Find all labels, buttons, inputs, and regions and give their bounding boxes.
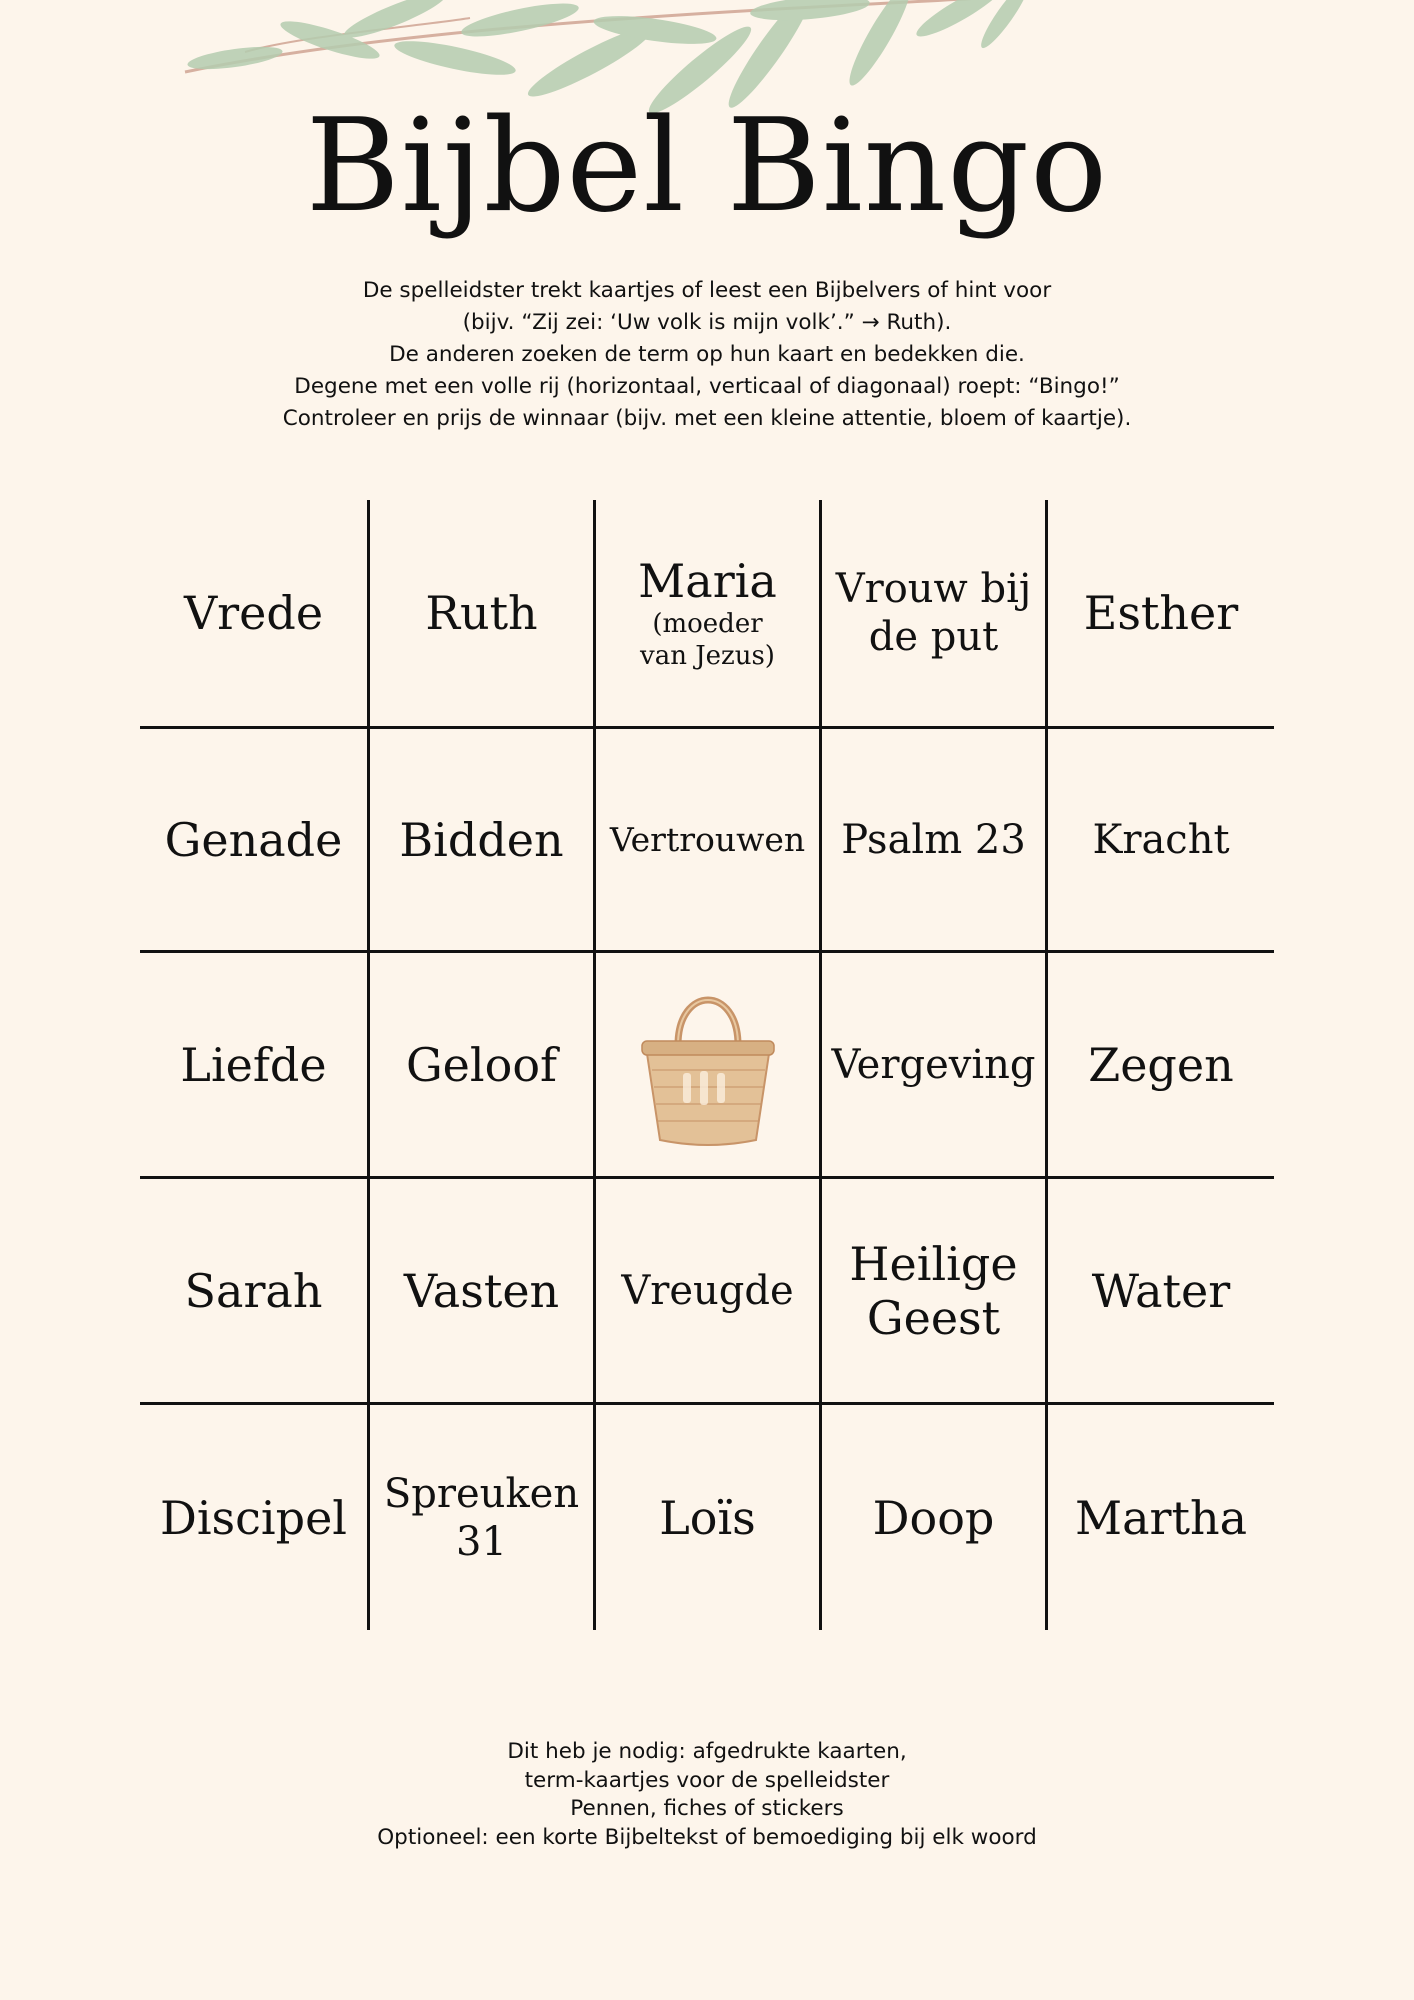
instruction-line: De anderen zoeken de term op hun kaart en bedekken die. (389, 342, 1025, 367)
cell-label: 31 (456, 1518, 507, 1565)
basket-icon (628, 975, 788, 1155)
bingo-grid (140, 500, 1274, 1630)
cell-label: Vertrouwen (609, 819, 806, 859)
bingo-cell (1048, 1179, 1274, 1402)
bingo-cell (596, 1179, 819, 1402)
cell-label: Vasten (403, 1263, 560, 1318)
footer-line: term-kaartjes voor de spelleidster (524, 1767, 890, 1793)
bingo-cell (370, 1179, 593, 1402)
cell-sublabel: van Jezus) (640, 641, 775, 671)
cell-label: Zegen (1088, 1037, 1234, 1092)
cell-label: Psalm 23 (841, 816, 1026, 863)
bingo-cell (370, 729, 593, 950)
cell-label: Doop (872, 1490, 995, 1545)
bingo-cell (596, 729, 819, 950)
bingo-cell (1048, 1405, 1274, 1630)
bingo-cell (822, 500, 1045, 726)
cell-label: Vrouw bij (835, 566, 1032, 612)
cell-label: Sarah (184, 1263, 323, 1318)
bingo-cell (822, 1179, 1045, 1402)
instruction-line: Degene met een volle rij (horizontaal, verticaal of diagonaal) roept: “Bingo!” (294, 374, 1120, 399)
supplies-note (207, 1738, 1207, 1852)
instruction-line: (bijv. “Zij zei: ‘Uw volk is mijn volk’.” → Ruth). (462, 310, 952, 335)
footer-line: Optioneel: een korte Bijbeltekst of bemoediging bij elk woord (377, 1824, 1037, 1850)
instruction-line: Controleer en prijs de winnaar (bijv. met een kleine attentie, bloem of kaartje). (282, 406, 1132, 431)
footer-line: Pennen, fiches of stickers (570, 1796, 844, 1821)
bingo-cell (1048, 953, 1274, 1176)
footer-line: Dit heb je nodig: afgedrukte kaarten, (507, 1739, 907, 1764)
cell-label: Heilige (849, 1236, 1018, 1291)
bingo-cell-free (596, 953, 819, 1176)
cell-label: Discipel (159, 1490, 348, 1545)
cell-label: Liefde (180, 1037, 327, 1092)
cell-label: Spreuken (383, 1470, 580, 1517)
bingo-cell (140, 500, 367, 726)
cell-label: de put (868, 614, 999, 660)
bingo-cell (140, 729, 367, 950)
cell-label: Ruth (425, 586, 538, 640)
bingo-cell (140, 1179, 367, 1402)
bingo-cell (1048, 729, 1274, 950)
bingo-cell (370, 953, 593, 1176)
instruction-line: De spelleidster trekt kaartjes of leest een Bijbelvers of hint voor (362, 278, 1052, 303)
cell-sublabel: (moeder (652, 609, 763, 639)
bingo-cell (596, 500, 819, 726)
cell-label: Vrede (183, 586, 324, 640)
bingo-cell (822, 729, 1045, 950)
cell-label: Bidden (399, 812, 564, 867)
cell-label: Vergeving (831, 1041, 1036, 1088)
bingo-cell (822, 953, 1045, 1176)
instructions (157, 275, 1257, 435)
cell-label: Water (1091, 1263, 1231, 1318)
page-title: Bijbel Bingo (305, 92, 1109, 241)
bingo-cell (140, 953, 367, 1176)
bingo-cell (140, 1405, 367, 1630)
cell-label: Martha (1074, 1490, 1248, 1545)
cell-label: Maria (638, 554, 777, 608)
bingo-cell (1048, 500, 1274, 726)
cell-label: Genade (164, 812, 343, 867)
cell-label: Kracht (1092, 816, 1230, 863)
cell-label: Loïs (659, 1490, 756, 1545)
cell-label: Geest (866, 1290, 1001, 1345)
bingo-cell (370, 1405, 593, 1630)
cell-label: Geloof (405, 1037, 558, 1092)
bingo-cell (596, 1405, 819, 1630)
bingo-cell (370, 500, 593, 726)
cell-label: Vreugde (621, 1267, 794, 1314)
bingo-cell (822, 1405, 1045, 1630)
cell-label: Esther (1083, 586, 1239, 640)
